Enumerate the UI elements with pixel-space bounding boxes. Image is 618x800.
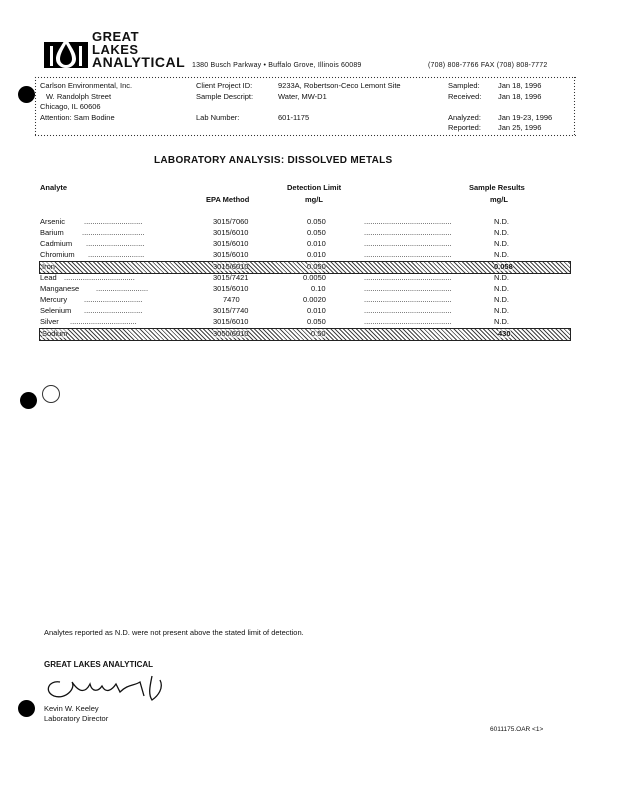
analyzed-label: Analyzed: bbox=[448, 112, 481, 122]
leader-dots: ......................... bbox=[96, 284, 149, 293]
limit-cell: 0.10 bbox=[311, 284, 326, 293]
company-name-line-1: GREAT bbox=[92, 29, 140, 44]
method-cell: 3015/6010 bbox=[213, 284, 249, 293]
col-result-header: Sample Results bbox=[469, 183, 525, 192]
leader-dots: .................................. bbox=[64, 273, 135, 282]
sample-descript-value: Water, MW-D1 bbox=[278, 91, 327, 101]
result-cell: N.D. bbox=[494, 217, 509, 226]
punch-hole bbox=[18, 86, 35, 103]
limit-cell: 0.050 bbox=[307, 317, 326, 326]
punch-hole bbox=[20, 392, 37, 409]
limit-cell: 0.50 bbox=[311, 329, 326, 338]
limit-cell: 0.050 bbox=[307, 228, 326, 237]
date-labels bbox=[448, 81, 481, 134]
company-name-line-3: ANALYTICAL bbox=[92, 54, 186, 70]
report-title: LABORATORY ANALYSIS: DISSOLVED METALS bbox=[154, 155, 393, 166]
limit-cell: 0.050 bbox=[307, 217, 326, 226]
leader-dots: ............................ bbox=[86, 239, 145, 248]
limit-cell: 0.010 bbox=[307, 306, 326, 315]
company-address: 1380 Busch Parkway • Buffalo Grove, Illinois 60089 bbox=[192, 62, 362, 69]
table-row-highlighted bbox=[40, 262, 570, 273]
header-box-left-border bbox=[34, 76, 37, 137]
signer-name: Kevin W. Keeley bbox=[44, 704, 99, 713]
received-label: Received: bbox=[448, 91, 482, 101]
table-row bbox=[40, 273, 570, 284]
analyzed-value: Jan 19-23, 1996 bbox=[498, 112, 553, 122]
company-name-line-2: LAKES bbox=[92, 42, 139, 57]
analyte-cell: Cadmium bbox=[40, 239, 73, 248]
leader-dots: .......................................... bbox=[364, 306, 452, 315]
method-cell: 7470 bbox=[223, 295, 240, 304]
method-cell: 3015/6010 bbox=[213, 262, 249, 271]
method-cell: 3015/6010 bbox=[213, 239, 249, 248]
method-cell: 3015/7740 bbox=[213, 306, 249, 315]
method-cell: 3015/7060 bbox=[213, 217, 249, 226]
project-values bbox=[278, 81, 401, 123]
file-reference: 6011175.OAR <1> bbox=[490, 726, 544, 733]
date-values bbox=[498, 81, 552, 134]
punch-hole-outline bbox=[42, 385, 60, 403]
sample-descript-label: Sample Descript: bbox=[196, 91, 254, 101]
signature bbox=[40, 670, 180, 706]
reported-label: Reported: bbox=[448, 123, 481, 132]
header-box-top-border bbox=[34, 76, 576, 79]
analyte-cell: Lead bbox=[40, 273, 57, 282]
footer-company: GREAT LAKES ANALYTICAL bbox=[44, 660, 154, 669]
analyte-cell: Barium bbox=[40, 228, 64, 237]
analyte-cell: Iron bbox=[42, 262, 55, 271]
table-row bbox=[40, 306, 570, 317]
result-cell: N.D. bbox=[494, 239, 509, 248]
company-phone-fax: (708) 808-7766 FAX (708) 808-7772 bbox=[428, 62, 548, 69]
project-id-label: Client Project ID: bbox=[196, 81, 253, 90]
table-row bbox=[40, 317, 570, 328]
sampled-label: Sampled: bbox=[448, 81, 480, 90]
analyte-cell: Silver bbox=[40, 317, 59, 326]
leader-dots: .......................................... bbox=[364, 250, 452, 259]
client-street: W. Randolph Street bbox=[46, 91, 112, 101]
project-id-value: 9233A, Robertson-Ceco Lemont Site bbox=[278, 81, 401, 90]
table-row bbox=[40, 284, 570, 295]
leader-dots: .......................................... bbox=[364, 284, 452, 293]
leader-dots: ................................ bbox=[70, 317, 137, 326]
leader-dots: .......................................... bbox=[364, 239, 452, 248]
analyte-cell: Mercury bbox=[40, 295, 68, 304]
result-cell: N.D. bbox=[494, 228, 509, 237]
leader-dots: .............................. bbox=[82, 228, 145, 237]
company-name bbox=[92, 30, 185, 69]
col-analyte-header: Analyte bbox=[40, 183, 68, 192]
project-labels bbox=[196, 81, 253, 123]
analyte-cell: Sodium bbox=[42, 329, 68, 338]
result-cell: N.D. bbox=[494, 317, 509, 326]
col-limit-header: Detection Limit bbox=[287, 183, 342, 192]
lab-number-label: Lab Number: bbox=[196, 112, 240, 122]
leader-dots: ........................... bbox=[88, 250, 145, 259]
limit-cell: 0.010 bbox=[307, 239, 326, 248]
limit-cell: 0.0050 bbox=[303, 273, 326, 282]
sampled-value: Jan 18, 1996 bbox=[498, 81, 542, 90]
leader-dots: .......................................... bbox=[364, 295, 452, 304]
analyte-cell: Selenium bbox=[40, 306, 72, 315]
signer-title: Laboratory Director bbox=[44, 714, 109, 723]
col-result-unit: mg/L bbox=[490, 195, 508, 204]
leader-dots: ............................ bbox=[84, 306, 143, 315]
method-cell: 3050/6010 bbox=[213, 329, 249, 338]
table-row bbox=[40, 239, 570, 250]
limit-cell: 0.050 bbox=[307, 262, 326, 271]
analyte-cell: Arsenic bbox=[40, 217, 66, 226]
table-row-highlighted bbox=[40, 329, 570, 340]
method-cell: 3015/7421 bbox=[213, 273, 249, 282]
table-row bbox=[40, 295, 570, 306]
reported-value: Jan 25, 1996 bbox=[498, 123, 542, 132]
client-city: Chicago, IL 60606 bbox=[40, 102, 101, 111]
result-cell: N.D. bbox=[494, 306, 509, 315]
client-name: Carlson Environmental, Inc. bbox=[40, 81, 133, 90]
analyte-cell: Chromium bbox=[40, 250, 75, 259]
table-row bbox=[40, 250, 570, 261]
leader-dots: .......................................... bbox=[364, 228, 452, 237]
result-cell: 430 bbox=[498, 329, 511, 338]
client-attention: Attention: Sam Bodine bbox=[40, 112, 115, 122]
company-logo-mark bbox=[44, 36, 88, 68]
col-limit-unit: mg/L bbox=[305, 195, 323, 204]
received-value: Jan 18, 1996 bbox=[498, 91, 542, 101]
result-cell: 0.058 bbox=[494, 262, 513, 271]
method-cell: 3015/6010 bbox=[213, 250, 249, 259]
result-cell: N.D. bbox=[494, 284, 509, 293]
method-cell: 3015/6010 bbox=[213, 228, 249, 237]
table-row bbox=[40, 228, 570, 239]
leader-dots: ............................ bbox=[84, 295, 143, 304]
client-block bbox=[40, 81, 132, 123]
method-cell: 3015/6010 bbox=[213, 317, 249, 326]
analyte-cell: Manganese bbox=[40, 284, 80, 293]
lab-number-value: 601-1175 bbox=[278, 112, 310, 122]
result-cell: N.D. bbox=[494, 295, 509, 304]
leader-dots: .......................................... bbox=[364, 273, 452, 282]
limit-cell: 0.0020 bbox=[303, 295, 326, 304]
detection-note: Analytes reported as N.D. were not present above the stated limit of detection. bbox=[44, 628, 304, 637]
punch-hole bbox=[18, 700, 35, 717]
leader-dots: .......................................... bbox=[364, 317, 452, 326]
header-box-bottom-border bbox=[34, 134, 576, 137]
result-cell: N.D. bbox=[494, 250, 509, 259]
limit-cell: 0.010 bbox=[307, 250, 326, 259]
table-row bbox=[40, 217, 570, 228]
leader-dots: .......................................... bbox=[364, 217, 452, 226]
result-cell: N.D. bbox=[494, 273, 509, 282]
header-box-right-border bbox=[573, 76, 576, 137]
leader-dots: ............................ bbox=[84, 217, 143, 226]
col-method-header: EPA Method bbox=[206, 195, 250, 204]
